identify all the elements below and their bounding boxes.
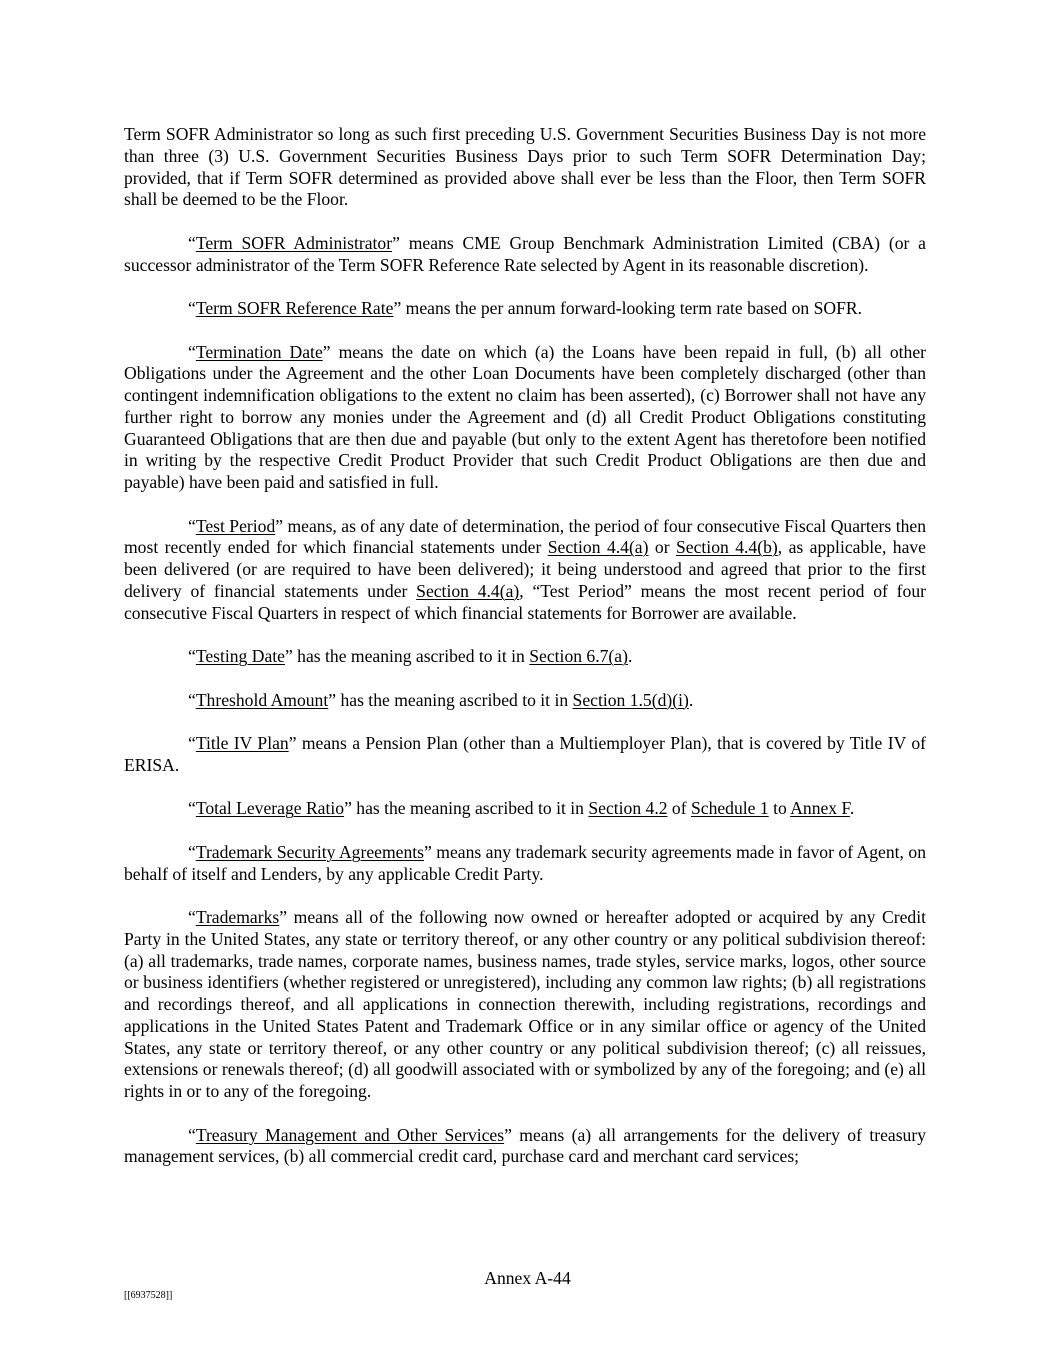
definition-text: ” means CME Group Benchmark Administration Limited (CBA) (or a successor administrator of the Term SOFR Reference Rate selected by Agent in its reasonable discretion). — [124, 232, 926, 275]
open-quote: “ — [188, 907, 196, 927]
definition-text: ” means, as of any date of determination, the period of four consecutive Fiscal Quarters then most recently ended for which financial statements under — [124, 515, 926, 558]
section-reference: Section 1.5(d)(i) — [572, 689, 689, 710]
definition-text: ” has the meaning ascribed to it in — [328, 689, 573, 710]
page-number: Annex A-44 — [484, 1268, 571, 1288]
definition-termination-date — [124, 342, 926, 494]
definition-text: . — [688, 689, 694, 710]
defined-term: Trademark Security Agreements — [195, 841, 424, 862]
definition-text: to — [768, 798, 791, 819]
open-quote: “ — [188, 341, 196, 362]
defined-term: Threshold Amount — [195, 689, 329, 710]
definition-testing-date — [124, 646, 926, 668]
defined-term: Test Period — [195, 515, 276, 536]
definition-text: . — [627, 646, 633, 666]
definition-term-sofr-administrator — [124, 233, 926, 277]
open-quote: “ — [188, 1124, 196, 1145]
defined-term: Title IV Plan — [195, 733, 289, 753]
section-reference: Section 4.4(a) — [416, 580, 520, 601]
definition-text: ” has the meaning ascribed to it in — [344, 798, 589, 819]
definition-text: ” means (a) all arrangements for the delivery of treasury management services, (b) all commercial credit card, purchase card and merchant card services; — [124, 1124, 926, 1167]
defined-term: Testing Date — [195, 646, 285, 666]
definition-text: ” means any trademark security agreements made in favor of Agent, on behalf of itself and Lenders, by any applicable Credit Party. — [124, 841, 927, 884]
definition-text: ” means the date on which (a) the Loans have been repaid in full, (b) all other Obligations under the Agreement and the other Loan Documents have been completely discharged (other than contingent indemnification obligations to the extent no claim has been asserted), (c) Borrower shall not have any further right to borrow any monies under the Agreement and (d) all Credit Product Obligations constituting Guaranteed Obligations that are then due and payable (but only to the extent Agent has theretofore been notified in writing by the respective Credit Product Provider that such Credit Product Obligations are then due and payable) have been paid and satisfied in full. — [124, 341, 926, 492]
definition-trademark-security-agreements — [124, 842, 926, 886]
definition-text: ” means a Pension Plan (other than a Multiemployer Plan), that is covered by Title IV of ERISA. — [124, 733, 926, 775]
annex-reference: Annex F — [790, 798, 850, 819]
definition-term-sofr-reference-rate — [124, 298, 926, 320]
definition-text: . — [849, 798, 855, 819]
section-reference: Section 4.2 — [588, 798, 668, 819]
definition-title-iv-plan — [124, 733, 926, 777]
open-quote: “ — [188, 515, 196, 536]
definition-text: of — [667, 798, 691, 819]
defined-term: Treasury Management and Other Services — [195, 1124, 505, 1145]
defined-term: Termination Date — [195, 341, 323, 362]
section-reference: Section 6.7(a) — [529, 646, 628, 666]
definition-text: , “Test Period” means the most recent period of four consecutive Fiscal Quarters in respect of which financial statements for Borrower are available. — [124, 580, 926, 623]
defined-term: Total Leverage Ratio — [195, 798, 345, 819]
defined-term: Term SOFR Reference Rate — [195, 298, 394, 318]
definition-text: ” has the meaning ascribed to it in — [284, 646, 530, 666]
open-quote: “ — [188, 798, 196, 819]
open-quote: “ — [188, 733, 196, 753]
defined-term: Term SOFR Administrator — [195, 232, 393, 253]
open-quote: “ — [188, 232, 196, 253]
document-id: [[6937528]] — [124, 1290, 173, 1301]
definition-trademarks — [124, 907, 926, 1103]
paragraph-term-sofr-continuation — [124, 124, 926, 211]
open-quote: “ — [188, 689, 196, 710]
section-reference: Section 4.4(b) — [676, 537, 778, 558]
defined-term: Trademarks — [195, 907, 280, 927]
schedule-reference: Schedule 1 — [690, 798, 769, 819]
paragraph-text: Term SOFR Administrator so long as such first preceding U.S. Government Securities Business Day is not more than three (3) U.S. Government Securities Business Days prior to such Term SOFR Determination Day; provided, that if Term SOFR determined as provided above shall ever be less than the Floor, then Term SOFR shall be deemed to be the Floor. — [124, 124, 926, 210]
definition-treasury-management — [124, 1125, 926, 1169]
open-quote: “ — [188, 646, 196, 666]
definition-text: ” means all of the following now owned or hereafter adopted or acquired by any Credit Party in the United States, any state or territory thereof, or any other country or any political subdivision thereof: (a) all trademarks, trade names, corporate names, business names, trade styles, service marks, logos, other source or business identifiers (whether registered or unregistered), including any common law rights; (b) all registrations and recordings thereof, and all applications in connection therewith, including registrations, recordings and applications in the United States Patent and Trademark Office or in any similar office or agency of the United States, any state or territory thereof, or any other country or any political subdivision thereof; (c) all reissues, extensions or renewals thereof; (d) all goodwill associated with or symbolized by any of the foregoing; and (e) all rights in or to any of the foregoing. — [124, 907, 926, 1101]
section-reference: Section 4.4(a) — [547, 537, 649, 558]
open-quote: “ — [188, 841, 196, 862]
definition-test-period — [124, 516, 926, 625]
definition-total-leverage-ratio — [124, 798, 926, 820]
definition-text: ” means the per annum forward-looking term rate based on SOFR. — [393, 298, 862, 318]
definition-text: or — [648, 537, 677, 558]
definition-text: , as applicable, have been delivered (or are required to have been delivered); it being understood and agreed that prior to the first delivery of financial statements under — [124, 537, 926, 601]
open-quote: “ — [188, 298, 196, 318]
document-body — [124, 124, 926, 1168]
definition-threshold-amount — [124, 690, 926, 712]
